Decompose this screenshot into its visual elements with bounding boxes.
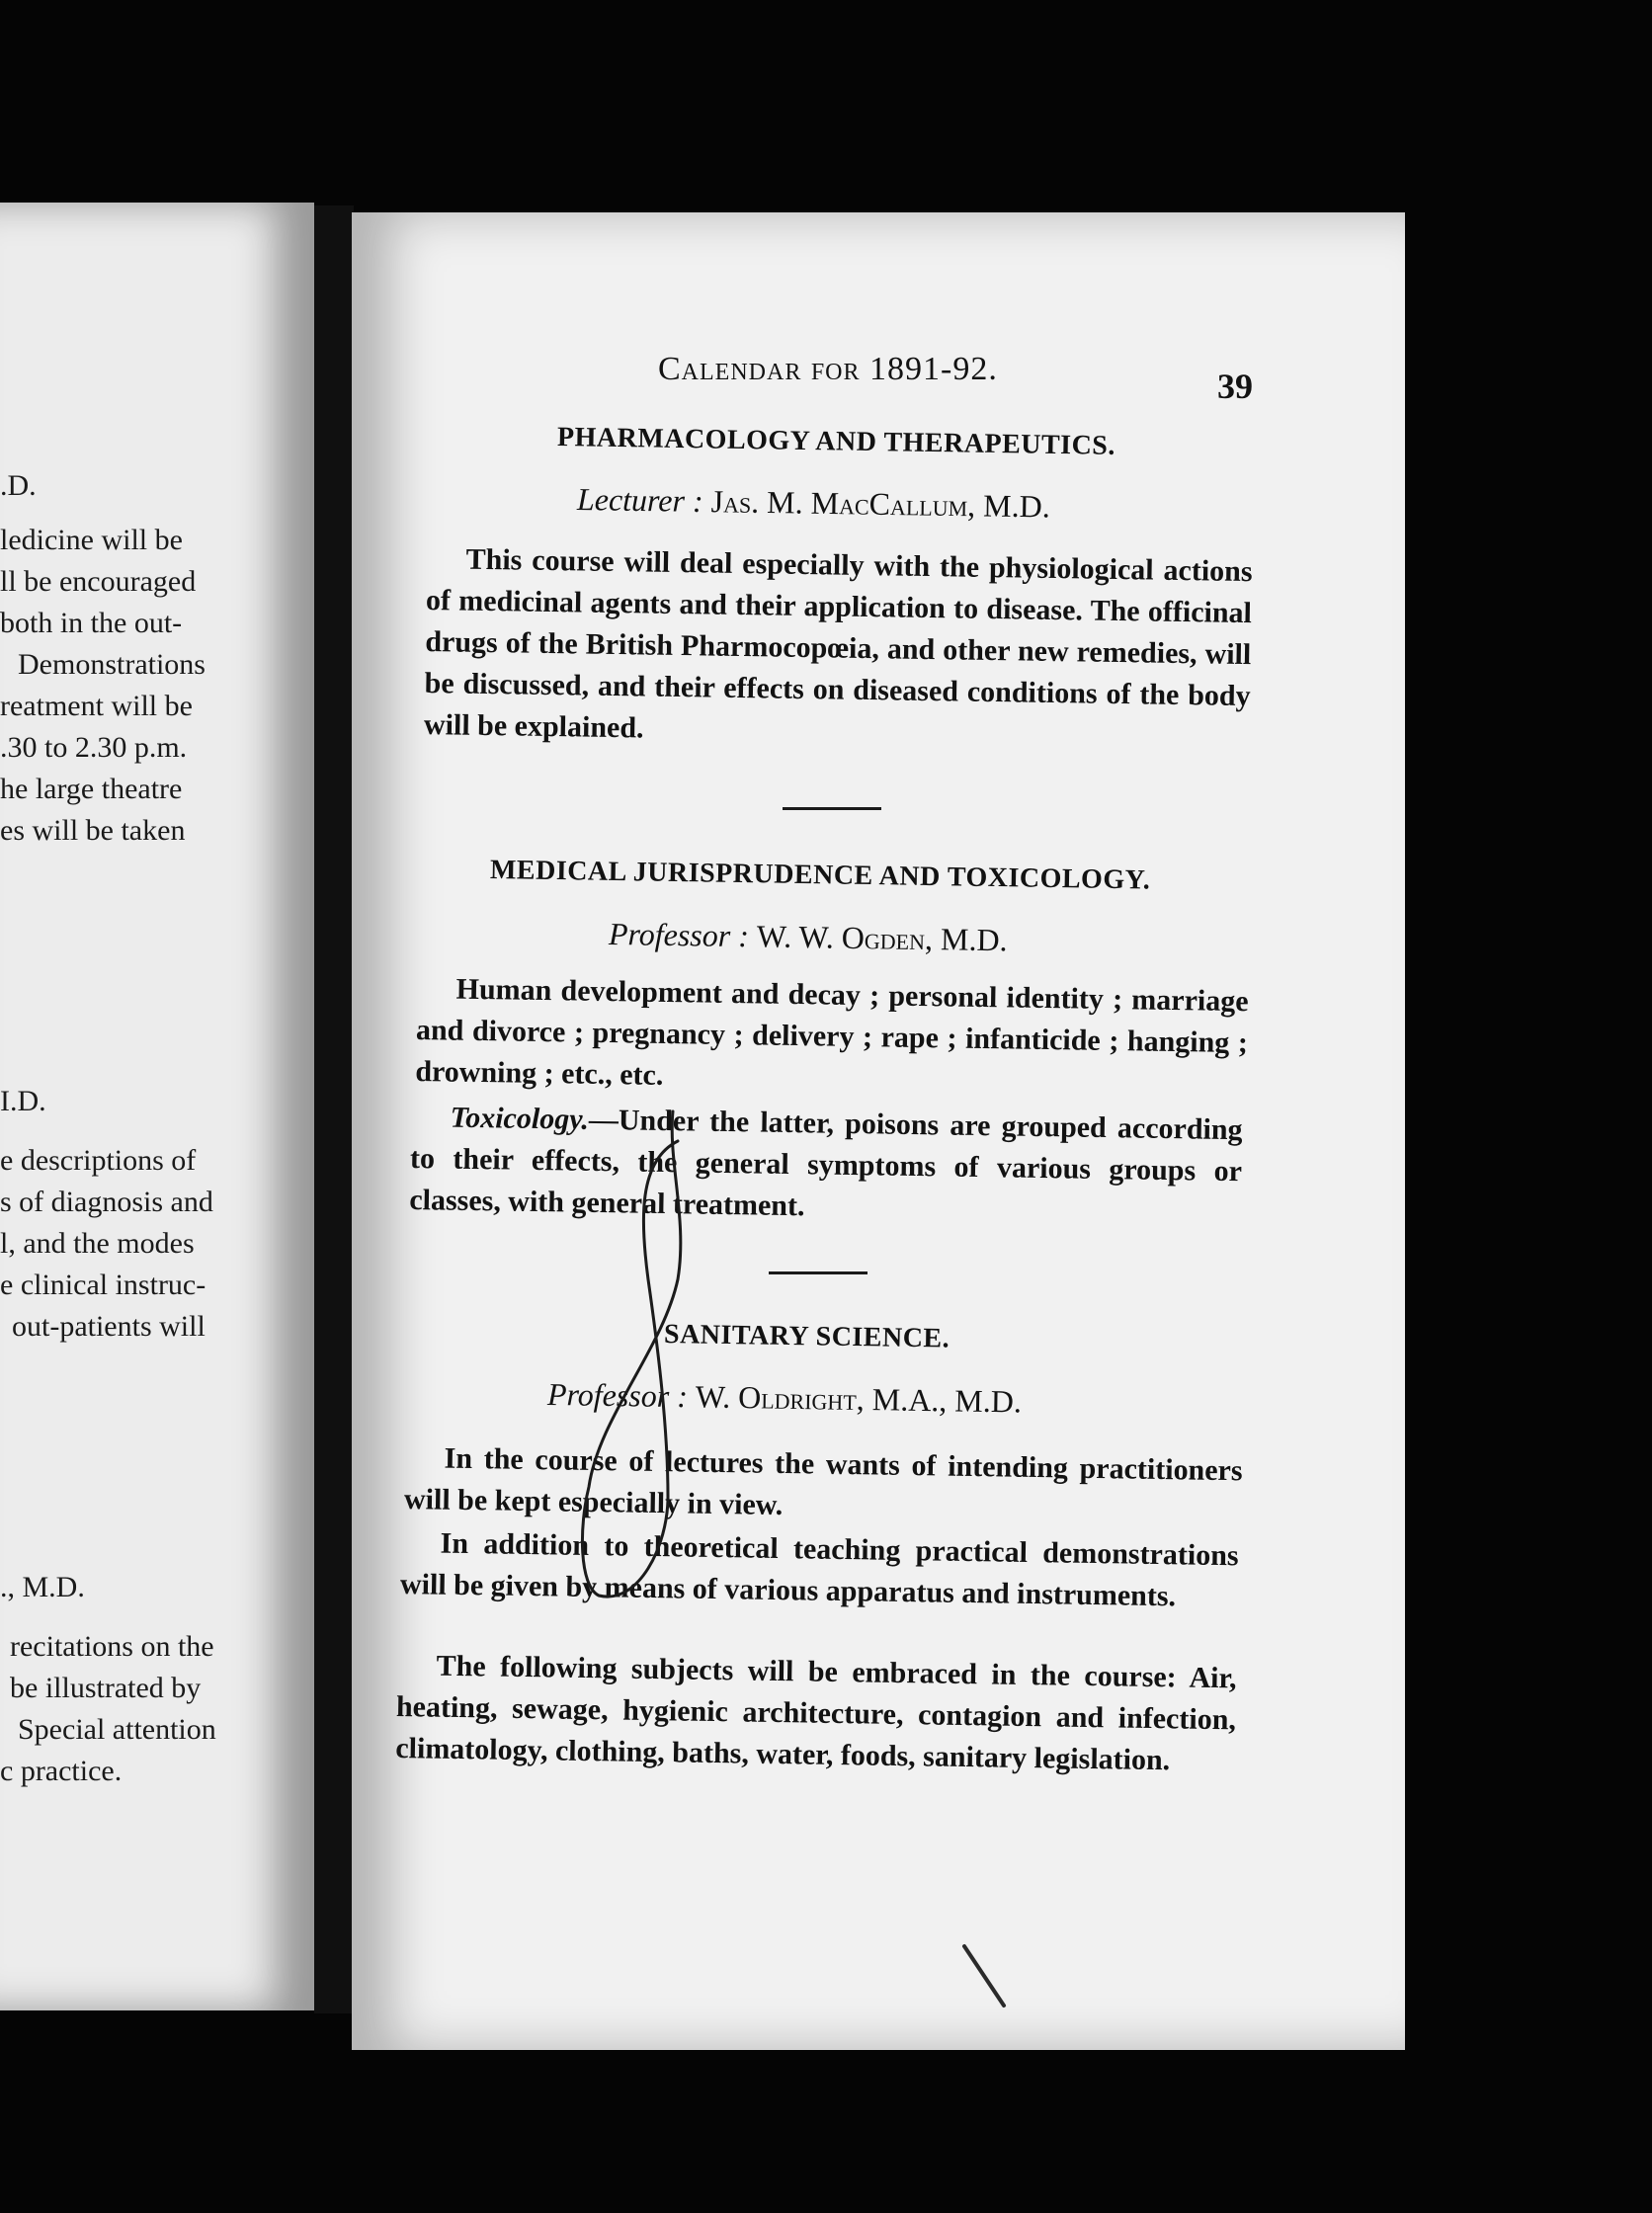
left-page-line: I.D. — [0, 1085, 46, 1117]
left-page-line: ., M.D. — [0, 1571, 85, 1603]
left-page-line: recitations on the — [10, 1630, 214, 1663]
left-page-line: reatment will be — [0, 690, 193, 722]
left-page-line: s of diagnosis and — [0, 1186, 213, 1218]
section-heading: SANITARY SCIENCE. — [663, 1319, 950, 1354]
left-page-line: ll be encouraged — [0, 565, 197, 598]
byline-name: W. Oldright, M.A., M.D. — [695, 1378, 1023, 1420]
left-page-line: both in the out- — [0, 607, 183, 639]
toxicology-text: —Under the latter, poisons are grouped according to their effects, the general symptoms of various groups or classes, with general treatment. — [409, 1103, 1243, 1223]
left-page-line: Demonstrations — [18, 648, 206, 681]
left-page — [0, 203, 314, 2010]
section-paragraph: This course will deal especially with the physiological actions of medicinal agents and their application to disease. The officinal drugs of the British Pharmocopœia, and other new remedies, will be discussed, and their effects on diseased conditions of the body will be explained. — [423, 542, 1253, 745]
page-number: 39 — [1217, 367, 1253, 406]
section-paragraph: Human development and decay ; personal identity ; marriage and divorce ; pregnancy ; delivery ; rape ; infanticide ; hanging ; drowning ; etc., etc. — [415, 972, 1249, 1092]
section-paragraph: In the course of lectures the wants of intending practitioners will be kept especially in view. — [403, 1441, 1243, 1522]
byline-name: Jas. M. MacCallum, M.D. — [710, 483, 1051, 525]
left-page-line: Special attention — [18, 1713, 216, 1746]
pen-scribble-mark — [352, 212, 1405, 2050]
byline-role: Lecturer : — [576, 481, 703, 520]
left-page-line: e clinical instruc- — [0, 1269, 206, 1301]
right-page — [352, 212, 1405, 2050]
left-page-line: l, and the modes — [0, 1227, 195, 1260]
toxicology-label: Toxicology. — [450, 1101, 590, 1136]
byline-role: Professor : — [608, 916, 750, 954]
left-page-line: .D. — [0, 469, 37, 502]
running-head-text: Calendar for 1891-92. — [658, 351, 998, 387]
section-heading: MEDICAL JURISPRUDENCE AND TOXICOLOGY. — [489, 855, 1151, 896]
left-page-line: c practice. — [0, 1755, 123, 1787]
book-gutter — [314, 205, 354, 2013]
byline-role: Professor : — [546, 1376, 689, 1415]
byline-name: W. W. Ogden, M.D. — [756, 918, 1008, 958]
left-page-line: es will be taken — [0, 814, 186, 847]
left-page-line: e descriptions of — [0, 1144, 197, 1177]
left-page-line: .30 to 2.30 p.m. — [0, 731, 188, 764]
left-page-line: be illustrated by — [10, 1672, 202, 1704]
section-paragraph: The following subjects will be embraced in the course: Air, heating, sewage, hygienic architecture, contagion and infection, climatology, clothing, baths, water, foods, sanitary legislation. — [395, 1649, 1237, 1777]
section-heading: PHARMACOLOGY AND THERAPEUTICS. — [556, 422, 1116, 461]
left-page-line: out-patients will — [12, 1310, 206, 1343]
left-page-line: ledicine will be — [0, 524, 183, 556]
section-paragraph: In addition to theoretical teaching practical demonstrations will be given by means of various apparatus and instruments. — [399, 1526, 1239, 1613]
left-page-line: he large theatre — [0, 773, 183, 805]
